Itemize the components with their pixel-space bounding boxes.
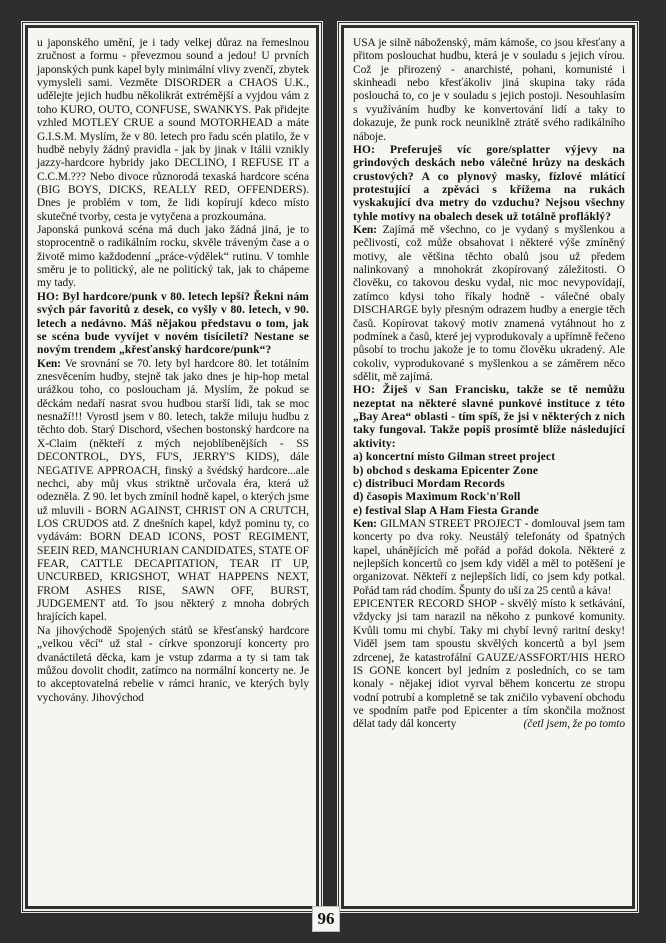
body-paragraph: Japonská punková scéna má duch jako žádná jiná, je to stoprocentně o radikálním rocku, skvěle tráveným čase a o životě mimo každodenní „práce-výdělek“ rutinu. V tomhle směru je to politický, ale ne politický tak, jak to chápeme my tady. <box>37 224 309 290</box>
left-column <box>28 28 316 906</box>
body-paragraph: USA je silně náboženský, mám kámoše, co jsou křesťany a přitom poslouchat hudbu, která je v souladu s jejich vírou. Což je přirozený - anarchisté, pohani, komunisté i skinheadi nebo křesťákoliv jiná skupina taky ráda poslouchá to, co je v souladu s jejich postoji. Nesouhlasím s využíváním hudby ke konvertování lidí a taky to dokazuje, že punk rock neuniklně ztrátě svého radikálního náboje. <box>353 37 625 143</box>
right-column <box>344 28 632 906</box>
list-item: a) koncertní místo Gilman street project <box>353 451 556 464</box>
interview-answer <box>353 224 625 384</box>
answer-text: Ve srovnání se 70. lety byl hardcore 80. let totálním znesvěcením hudby, stejně tak jako dnes je hip-hop metal urážkou toho, co posloucham já. Myslím, že pokud se děckám nedaří nasrat svou hudbou starší lidi, tak se moc nesnaží!!! Vyrostl jsem v 80. letech, takže miluju hudbu z těchto dob. Starý Dischord, všechen bostonský hardcore na X-Claim (někteří z mých nejoblíbenějších - SS DECONTROL, DYS, FU'S, JERRY'S KIDS), dále NEGATIVE APPROACH, finský a švédský hardcore...ale nechci, aby můj vkus striktně určovala éra, která už odezněla. Z 90. let bych zmínil hodně kapel, o kterých jsme už mluvili - BORN AGAINST, CHRIST ON A CRUTCH, LOS CRUDOS atd. Z dnešních kapel, když pominu ty, co vydávám: BORN DEAD ICONS, POST REGIMENT, SEEIN RED, MANCHURIAN CANDIDATES, STATE OF FEAR, CATTLE DECAPITATION, TEAR IT UP, UNCURBED, KRIGSHOT, WHAT HAPPENS NEXT, FROM ASHES RISE, SAWN OFF, BURST, JUDGEMENT atd. To jsou některý z mnoha dobrých hrajících kapel. <box>37 357 309 624</box>
question-text: Preferuješ víc gore/splatter výjevy na grindových deskách nebo válečné hrůzy na deskách crustových? A co plynový masky, fízlové mlátící protestující a zpěváci s křížema na rukách vyskakující dva metry do vzduchu? Nejsou všechny tyhle motivy na obalech desek už totálně profláklý? <box>353 143 625 223</box>
interview-answer <box>353 518 625 598</box>
speaker-label: Ken: <box>37 357 61 370</box>
interview-answer <box>37 358 309 625</box>
question-text: Žiješ v San Francisku, takže se tě nemůžu nezeptat na některé slavné punkové instituce z této „Bay Area“ oblasti - tím spíš, že jsi v některých z nich taky fungoval. Takže popiš prosímtě blíže následující aktivity: <box>353 384 625 450</box>
page-number: 96 <box>312 906 340 932</box>
speaker-label: HO: <box>353 143 376 156</box>
interview-question <box>353 384 625 451</box>
speaker-label: Ken: <box>353 224 377 237</box>
list-item: e) festival Slap A Ham Fiesta Grande <box>353 504 539 517</box>
list-item: d) časopis Maximum Rock'n'Roll <box>353 491 521 504</box>
speaker-label: HO: <box>353 384 376 397</box>
continued-text: (četl jsem, že po tomto <box>523 718 625 731</box>
question-text: Byl hardcore/punk v 80. letech lepší? Řekni nám svých pár favoritů z desek, co vyšly v 80. letech, v 90. letech a nedávno. Máš nějakou představu o tom, jak se scéna bude vyvíjet v novém tisíciletí? Nestane se novým trendem „křesťanský hardcore/punk“? <box>37 290 309 357</box>
interview-question <box>353 144 625 224</box>
interview-question <box>37 291 309 358</box>
list-item: b) obchod s deskama Epicenter Zone <box>353 464 539 477</box>
body-paragraph: Na jihovýchodě Spojených států se křesťanský hardcore „velkou věcí“ už stal - církve sponzorují koncerty pro dvanáctiletá děcka, kam je vstup zdarma a ty si tam tak můžou dovolit chodit, zatímco na normální koncerty ne. Je to akceptovatelná rebelie v rámci hranic, ve kterých byly vychovány. Jihovýchod <box>37 624 309 704</box>
list-item: c) distribuci Mordam Records <box>353 477 505 490</box>
answer-text: GILMAN STREET PROJECT - domlouval jsem tam koncerty po dva roky. Neustálý telefonáty od špatných kapel, uhánějících mě pořád a pořád dokola. Některé z nejlepších koncertů co jsem kdy viděl a měl to potěšení je organizovat. Někteří z nejlepších lidí, co jsem kdy potkal. Pořád tam rád chodím. Špunty do uší za 25 centů a káva! <box>353 517 625 597</box>
body-paragraph: u japonského umění, je i tady velkej důraz na řemeslnou zručnost a formu - převezmou sound a jedou! U prvních japonských punk kapel byly minimální vlivy zvenčí, zbytek vymysleli sami. Vezměte DISORDER a CHAOS U.K., udělejte jejich hudbu několikrát extrémější a vyjdou vám z toho KURO, OUTO, CONFUSE, SWANKYS. Pak přidejte vzhled MOTLEY CRUE a sound MOTORHEAD a máte G.I.S.M. Myslím, že v 80. letech pro řadu scén platilo, že v hudbě nebyly žádný pravidla - jak by jinak v Itálii vznikly jazzy-hardcore hybridy jako DECLINO, I REFUSE IT a C.C.M.??? Nebo divoce různorodá texaská hardcore scéna (BIG BOYS, DICKS, REALLY RED, OFFENDERS). Dnes je problém v tom, že lidi kopírují kdeco místo skutečné tvorby, cesta je vytyčena a prozkoumána. <box>37 37 309 223</box>
speaker-label: HO: <box>37 290 60 303</box>
body-paragraph: EPICENTER RECORD SHOP - skvělý místo k setkávání, vždycky jsi tam narazil na někoho z punkové komunity. Kvůli tomu mi chybí. Taky mi chybí levný raritní desky! Viděl jsem tam spoustu skvělých koncertů a byl jsem zdrcenej, že katastrofální GAUZE/ASSFORT/HIS HERO IS GONE koncert byl jedním z posledních, co se tam konaly - nějakej idiot vyrval během koncertu ze stropu vodní potrubí a kompletně se tak zničilo vybavení obchodu ve spodním patře pod Epicenter a tím skončila možnost dělat tady dál koncerty <box>353 598 625 731</box>
speaker-label: Ken: <box>353 517 377 530</box>
answer-text: Zajímá mě všechno, co je vydaný s myšlenkou a pečlivostí, což může obsahovat i některé výše zmíněný motivy, ale většina těchto obalů jsou už předem nalinkovaný a mnohokrát zkopírovaný záležitosti. O člověku, co takovou desku vydal, nic moc nevypovídají, zatímco kdysi toho říkaly hodně - válečné obaly DISCHARGE byly přesným odrazem hudby a energie těch časů. Kopírovat takový motiv znamená vytáhnout ho z podmínek a časů, které jej vyprodukovaly a upřímně řečeno působí to trochu jakože je to tomu člověku ukradený. Ale cokoliv, vyprodukované s myšlenkou a se záměrem něco sdělit, mě zajímá. <box>353 224 625 383</box>
